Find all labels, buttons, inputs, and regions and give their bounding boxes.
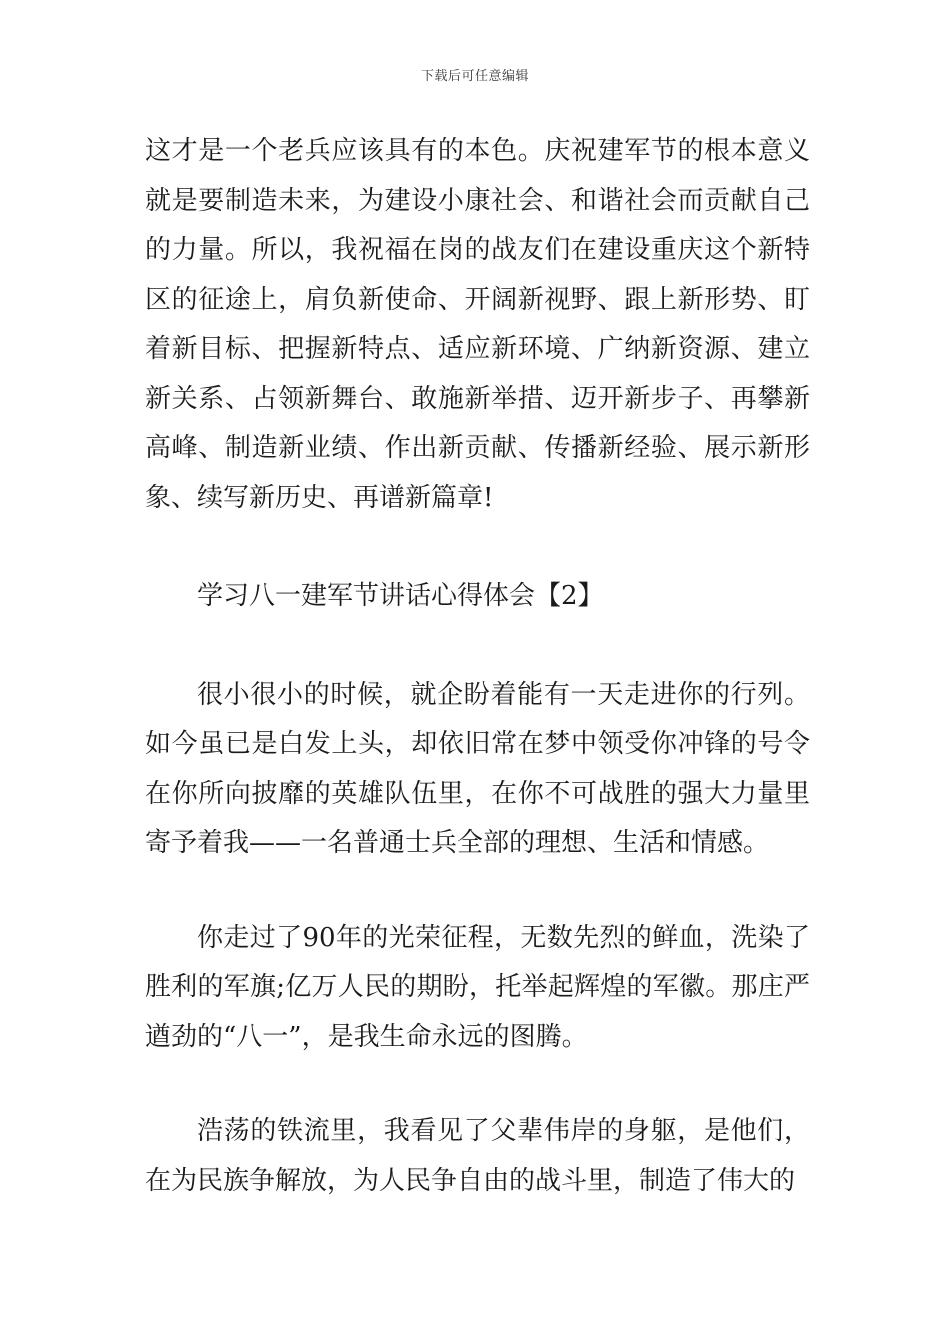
paragraph-spacer [145,869,810,914]
body-paragraph-1: 这才是一个老兵应该具有的本色。庆祝建军节的根本意义就是要制造未来，为建设小康社会、和谐社会而贡献自己的力量。所以，我祝福在岗的战友们在建设重庆这个新特区的征途上，肩负新使命、开阔新视野、跟上新形势、盯着新目标、把握新特点、适应新环境、广纳新资源、建立新关系、占领新舞台、敢施新举措、迈开新步子、再攀新高峰、制造新业绩、作出新贡献、传播新经验、展示新形象、续写新历史、再谱新篇章! [145,136,810,513]
body-paragraph-4: 浩荡的铁流里，我看见了父辈伟岸的身躯，是他们，在为民族争解放，为人民争自由的战斗里，制造了伟大的 [145,1116,810,1196]
body-paragraph-3: 你走过了90年的光荣征程，无数先烈的鲜血，洗染了胜利的军旗;亿万人民的期盼，托举起辉煌的军徽。那庄严遒劲的“八一”，是我生命永远的图腾。 [145,922,810,1052]
section-title: 学习八一建军节讲话心得体会【2】 [197,581,604,611]
paragraph-spacer [145,622,810,671]
page-header-note: 下载后可任意编辑 [420,69,529,84]
body-paragraph-2: 很小很小的时候，就企盼着能有一天走进你的行列。如今虽已是白发上头，却依旧常在梦中领受你冲锋的号令在你所向披靡的英雄队伍里，在你不可战胜的强大力量里寄予着我——一名普通士兵全部的理想、生活和情感。 [145,679,810,858]
paragraph-spacer [145,523,810,572]
paragraph-spacer [145,1062,810,1107]
document-body [145,127,810,1206]
